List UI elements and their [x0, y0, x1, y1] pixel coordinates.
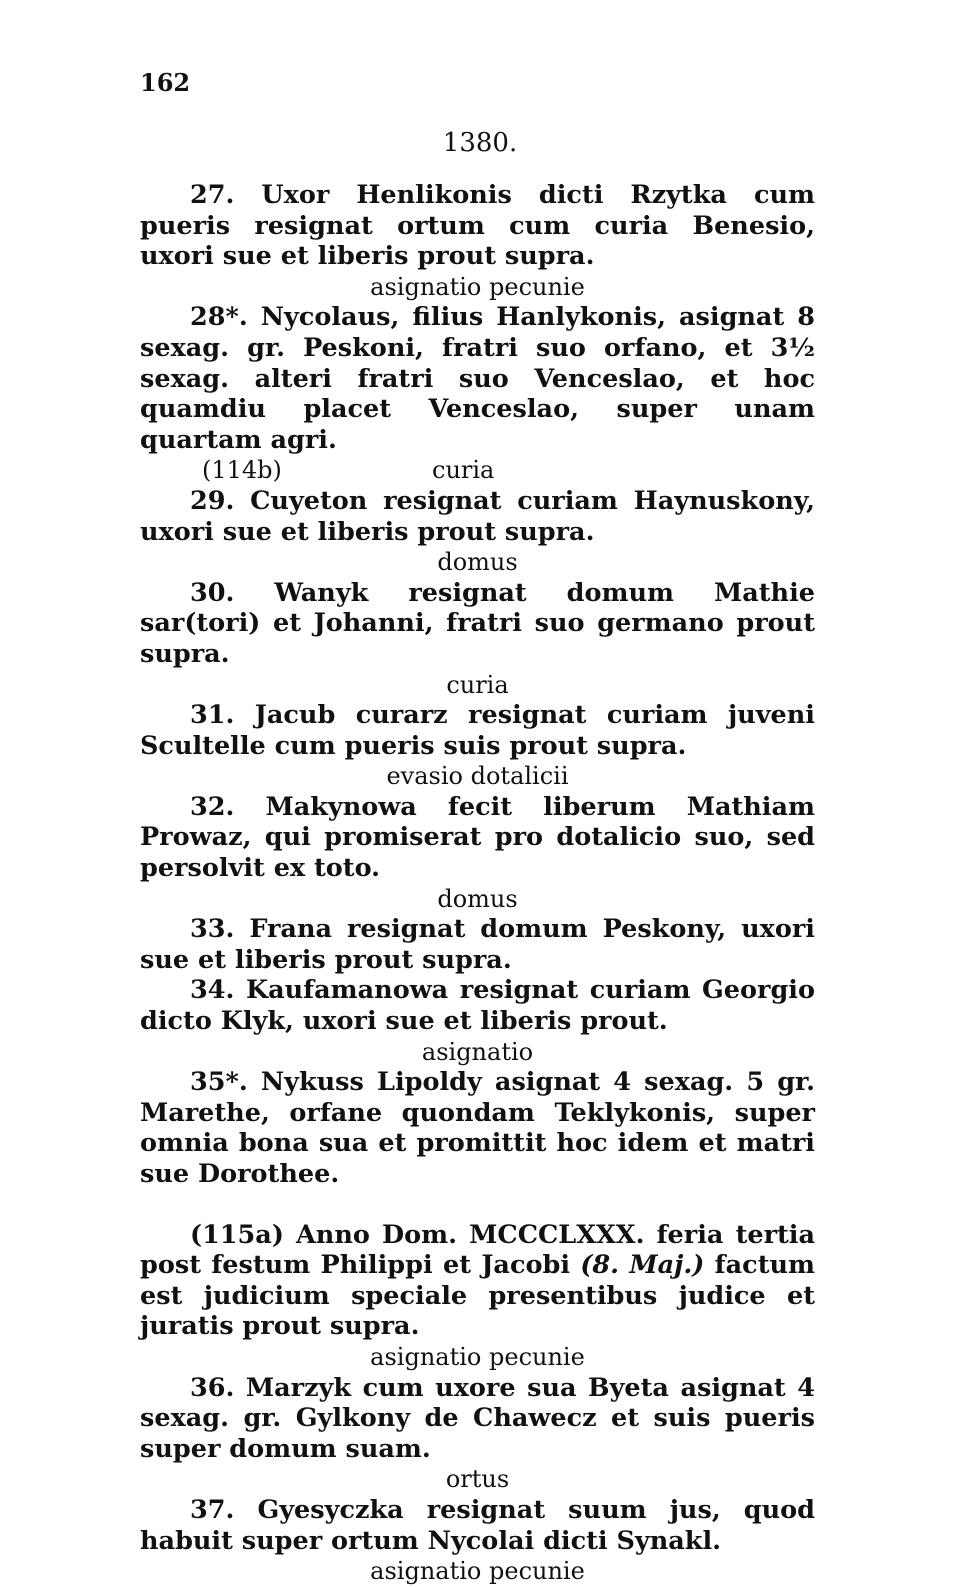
section-heading: domus	[437, 548, 518, 577]
entry-30: 30. Wanyk resignat domum Mathie sar(tori) et Johanni, fratri suo germano prout supra.	[140, 577, 815, 669]
entry-37: 37. Gyesyczka resignat suum jus, quod habuit super ortum Nycolai dicti Synakl.	[140, 1494, 815, 1556]
section-heading: asignatio pecunie	[370, 272, 585, 301]
session-record-after: factum est judicium speciale presentibus judice et juratis prout supra.	[140, 1250, 816, 1342]
entry-33: 33. Frana resignat domum Peskony, uxori sue et liberis prout supra.	[140, 914, 815, 975]
page-content	[140, 180, 815, 1587]
entry-34: 34. Kaufamanowa resignat curiam Georgio dicto Klyk, uxori sue et liberis prout.	[140, 975, 815, 1037]
section-heading: ortus	[445, 1465, 510, 1494]
section-heading: asignatio pecunie	[370, 1557, 585, 1586]
entry-31: 31. Jacub curarz resignat curiam juveni Scultelle cum pueris suis prout supra.	[140, 700, 815, 761]
year-heading: 1380.	[442, 128, 518, 158]
section-heading: asignatio pecunie	[370, 1342, 585, 1371]
section-heading: curia	[446, 670, 509, 699]
section-heading: evasio dotalicii	[386, 762, 569, 791]
folio-marker: (114b)	[202, 456, 282, 485]
section-heading: asignatio	[421, 1037, 534, 1066]
session-record	[140, 1220, 815, 1342]
paragraph-gap	[140, 1190, 815, 1220]
entry-35: 35*. Nykuss Lipoldy asignat 4 sexag. 5 gr. Marethe, orfane quondam Teklykonis, super omnia bona sua et promittit hoc idem et matri sue Dorothee.	[140, 1067, 815, 1189]
session-date: (8. Maj.)	[580, 1250, 705, 1281]
entry-32: 32. Makynowa fecit liberum Mathiam Prowaz, qui promiserat pro dotalicio suo, sed persolvit ex toto.	[140, 791, 815, 884]
entry-28: 28*. Nycolaus, filius Hanlykonis, asignat 8 sexag. gr. Peskoni, fratri suo orfano, et 3½ sexag. alteri fratri suo Venceslao, et hoc quamdiu placet Venceslao, super unam quartam agri.	[140, 302, 815, 455]
entry-27: 27. Uxor Henlikonis dicti Rzytka cum pueris resignat ortum cum curia Benesio, uxori sue et liberis prout supra.	[140, 180, 815, 272]
entry-36: 36. Marzyk cum uxore sua Byeta asignat 4 sexag. gr. Gylkony de Chawecz et suis pueris super domum suam.	[140, 1372, 815, 1464]
session-record-before: (115a) Anno Dom. MCCCLXXX. feria tertia post festum Philippi et Jacobi	[140, 1219, 815, 1281]
section-heading: domus	[437, 884, 518, 913]
section-heading-with-folio	[140, 455, 815, 486]
section-heading-label: curia	[432, 456, 495, 485]
entry-29: 29. Cuyeton resignat curiam Haynuskony, uxori sue et liberis prout supra.	[140, 485, 815, 547]
page-number: 162	[140, 68, 191, 97]
